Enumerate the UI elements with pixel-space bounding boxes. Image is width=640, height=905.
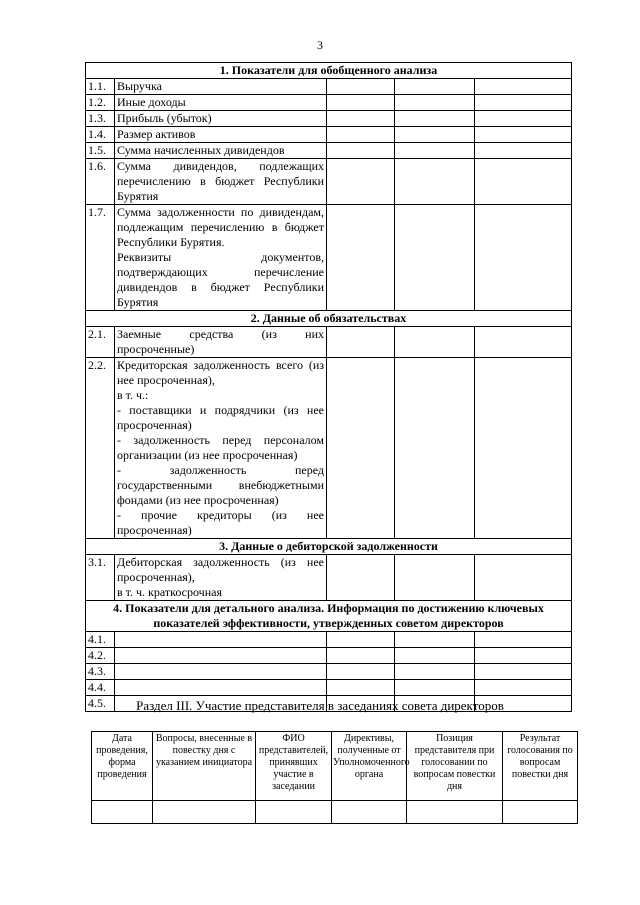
empty-value-cell xyxy=(395,159,475,205)
table-row xyxy=(86,664,572,680)
empty-value-cell xyxy=(503,801,578,824)
row-number: 1.3. xyxy=(86,111,115,127)
empty-value-cell xyxy=(475,79,572,95)
column-header: Результат голосования по вопросам повестки дня xyxy=(503,732,578,801)
empty-value-cell xyxy=(327,680,395,696)
table-row xyxy=(86,127,572,143)
row-number: 3.1. xyxy=(86,555,115,601)
empty-value-cell xyxy=(475,143,572,159)
row-label xyxy=(115,79,327,95)
row-number: 1.7. xyxy=(86,205,115,311)
row-label xyxy=(115,680,327,696)
table-row xyxy=(86,327,572,358)
table-row xyxy=(86,632,572,648)
empty-value-cell xyxy=(395,79,475,95)
empty-value-cell xyxy=(395,111,475,127)
empty-value-cell xyxy=(475,327,572,358)
row-label-line: Дебиторская задолженность (из нее просроченная), xyxy=(117,555,324,584)
row-label-line: Размер активов xyxy=(117,127,196,141)
row-label-line xyxy=(117,680,324,695)
row-label-line: - задолженность перед персоналом организации (из нее просроченная) xyxy=(117,433,324,462)
row-label-line: Выручка xyxy=(117,79,162,93)
row-label-line: Сумма дивидендов, подлежащих перечислению в бюджет Республики Бурятия xyxy=(117,159,324,203)
row-number: 1.2. xyxy=(86,95,115,111)
row-number: 2.1. xyxy=(86,327,115,358)
row-label-line: Реквизиты документов, подтверждающих перечисление дивидендов в бюджет Республики Бурятия xyxy=(117,250,324,309)
row-number: 1.6. xyxy=(86,159,115,205)
empty-value-cell xyxy=(395,555,475,601)
empty-value-cell xyxy=(327,127,395,143)
section-title: 1. Показатели для обобщенного анализа xyxy=(86,63,572,79)
row-label-line: Сумма начисленных дивидендов xyxy=(117,143,285,157)
empty-value-cell xyxy=(327,159,395,205)
empty-value-cell xyxy=(92,801,153,824)
empty-value-cell xyxy=(327,95,395,111)
empty-value-cell xyxy=(395,664,475,680)
row-label-line: Кредиторская задолженность всего (из нее просроченная), xyxy=(117,358,324,387)
empty-value-cell xyxy=(475,111,572,127)
row-number: 1.5. xyxy=(86,143,115,159)
empty-value-cell xyxy=(327,205,395,311)
empty-value-cell xyxy=(327,111,395,127)
table-row xyxy=(86,555,572,601)
empty-value-cell xyxy=(475,680,572,696)
empty-value-cell xyxy=(395,680,475,696)
column-header: ФИО представителей, принявших участие в заседании xyxy=(256,732,332,801)
table-row xyxy=(86,159,572,205)
empty-value-cell xyxy=(332,801,407,824)
row-number: 4.1. xyxy=(86,632,115,648)
table-row xyxy=(86,95,572,111)
empty-value-cell xyxy=(395,632,475,648)
empty-value-cell xyxy=(475,648,572,664)
table-row xyxy=(86,79,572,95)
row-label-line: - прочие кредиторы (из нее просроченная) xyxy=(117,508,324,537)
empty-value-cell xyxy=(327,648,395,664)
row-label xyxy=(115,205,327,311)
row-label-line: в т. ч.: xyxy=(117,388,149,402)
empty-value-cell xyxy=(475,632,572,648)
row-label xyxy=(115,648,327,664)
row-label-line: в т. ч. краткосрочная xyxy=(117,585,222,599)
row-label-line xyxy=(117,648,324,663)
row-label xyxy=(115,111,327,127)
empty-value-cell xyxy=(327,555,395,601)
empty-value-cell xyxy=(475,127,572,143)
row-label-line: - задолженность перед государственными внебюджетными фондами (из нее просроченная) xyxy=(117,463,324,507)
column-header: Дата проведения, форма проведения xyxy=(92,732,153,801)
empty-value-cell xyxy=(256,801,332,824)
empty-value-cell xyxy=(475,555,572,601)
empty-value-cell xyxy=(327,358,395,539)
header-row xyxy=(92,732,578,801)
empty-value-cell xyxy=(475,664,572,680)
row-number: 2.2. xyxy=(86,358,115,539)
row-label xyxy=(115,95,327,111)
section-title: 2. Данные об обязательствах xyxy=(86,311,572,327)
row-number: 4.4. xyxy=(86,680,115,696)
row-label-line: Иные доходы xyxy=(117,95,186,109)
section-3-title: Раздел III. Участие представителя в заседаниях совета директоров xyxy=(136,698,504,713)
empty-value-cell xyxy=(475,95,572,111)
row-label xyxy=(115,358,327,539)
table-row xyxy=(86,680,572,696)
row-number: 1.4. xyxy=(86,127,115,143)
row-number: 1.1. xyxy=(86,79,115,95)
page-number: 3 xyxy=(317,38,323,52)
empty-value-cell xyxy=(395,205,475,311)
table-row xyxy=(92,801,578,824)
column-header: Позиция представителя при голосовании по вопросам повестки дня xyxy=(407,732,503,801)
row-label xyxy=(115,555,327,601)
row-label xyxy=(115,159,327,205)
empty-value-cell xyxy=(475,159,572,205)
table-row xyxy=(86,648,572,664)
section-title: 4. Показатели для детального анализа. Информация по достижению ключевых показателей эффективности, утвержденных советом директоров xyxy=(86,601,572,632)
row-label-line: - поставщики и подрядчики (из нее просроченная) xyxy=(117,403,324,432)
empty-value-cell xyxy=(395,327,475,358)
empty-value-cell xyxy=(395,127,475,143)
empty-value-cell xyxy=(395,648,475,664)
section-title: 3. Данные о дебиторской задолженности xyxy=(86,539,572,555)
empty-value-cell xyxy=(327,79,395,95)
row-label xyxy=(115,127,327,143)
row-label xyxy=(115,664,327,680)
table-row xyxy=(86,111,572,127)
empty-value-cell xyxy=(327,143,395,159)
empty-value-cell xyxy=(475,205,572,311)
column-header: Директивы, полученные от Уполномоченного органа xyxy=(332,732,407,801)
table-row xyxy=(86,205,572,311)
empty-value-cell xyxy=(153,801,256,824)
indicators-table xyxy=(85,62,572,712)
table-row xyxy=(86,143,572,159)
row-label-line xyxy=(117,632,324,647)
column-header: Вопросы, внесенные в повестку дня с указанием инициатора xyxy=(153,732,256,801)
row-number: 4.2. xyxy=(86,648,115,664)
empty-value-cell xyxy=(407,801,503,824)
section-header-row xyxy=(86,311,572,327)
row-label-line: Сумма задолженности по дивидендам, подлежащим перечислению в бюджет Республики Бурятия. xyxy=(117,205,324,249)
row-label xyxy=(115,327,327,358)
empty-value-cell xyxy=(395,143,475,159)
empty-value-cell xyxy=(395,358,475,539)
board-meetings-table xyxy=(91,731,578,824)
row-number: 4.5. xyxy=(86,696,115,712)
empty-value-cell xyxy=(475,358,572,539)
row-label-line xyxy=(117,664,324,679)
table-row xyxy=(86,358,572,539)
row-label xyxy=(115,143,327,159)
empty-value-cell xyxy=(395,95,475,111)
row-number: 4.3. xyxy=(86,664,115,680)
row-label-line: Прибыль (убыток) xyxy=(117,111,212,125)
section-header-row xyxy=(86,63,572,79)
empty-value-cell xyxy=(327,327,395,358)
empty-value-cell xyxy=(327,632,395,648)
row-label xyxy=(115,632,327,648)
section-header-row xyxy=(86,601,572,632)
section-header-row xyxy=(86,539,572,555)
row-label-line: Заемные средства (из них просроченные) xyxy=(117,327,324,356)
empty-value-cell xyxy=(327,664,395,680)
